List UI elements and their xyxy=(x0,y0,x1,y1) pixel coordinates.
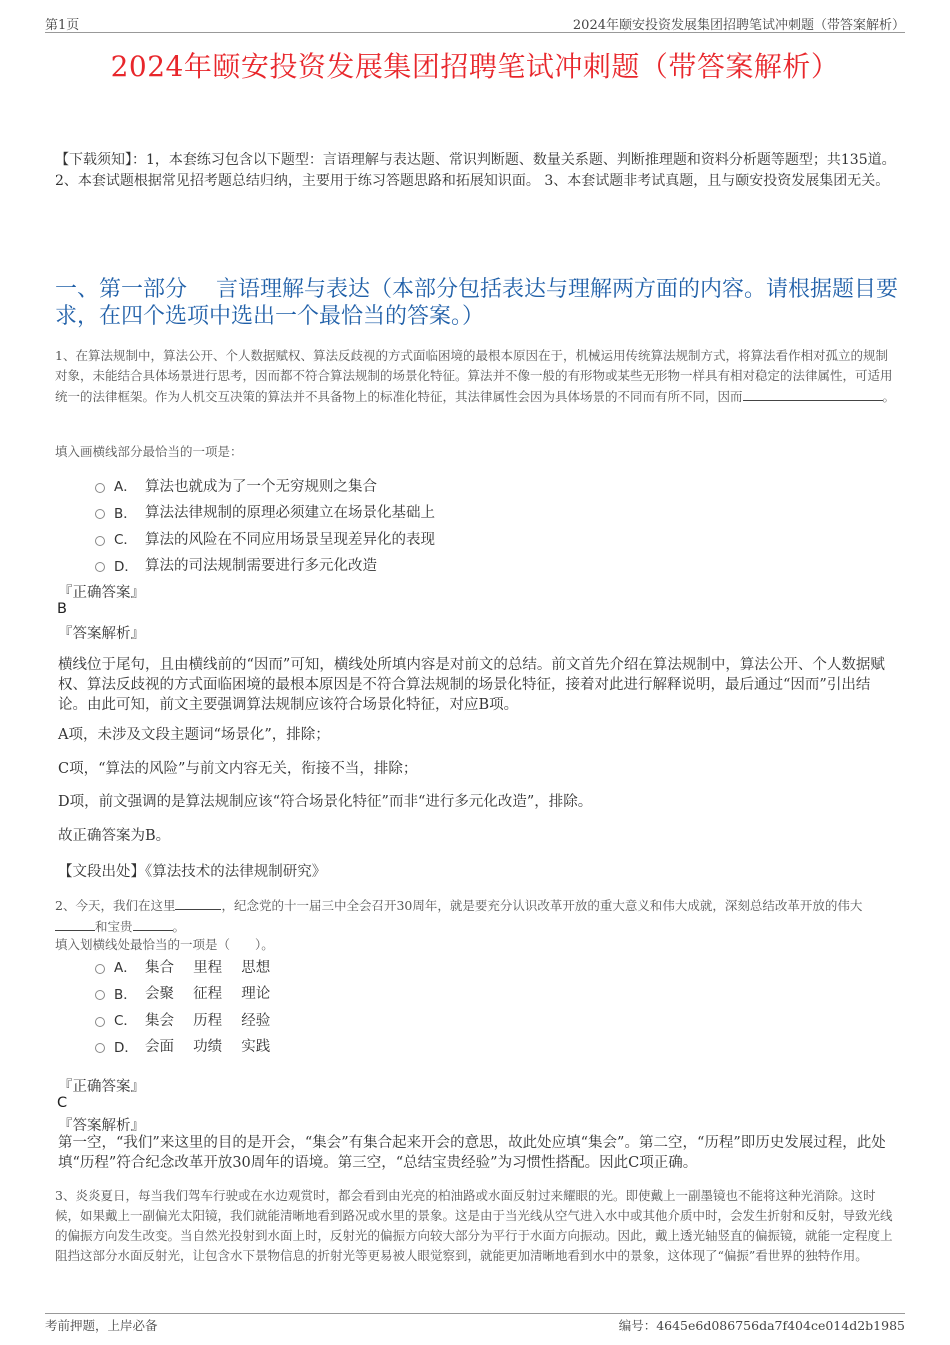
option-text: 算法也就成为了一个无穷规则之集合 xyxy=(145,478,377,495)
option-key: D． xyxy=(114,1039,138,1056)
option-text: 算法法律规制的原理必须建立在场景化基础上 xyxy=(145,505,435,522)
question-3-stem: 3、炎炎夏日，每当我们驾车行驶或在水边观赏时，都会看到由光亮的柏油路或水面反射过来耀眼的光。即使戴上一副墨镜也不能将这种光消除。这时候，如果戴上一副偏光太阳镜，我们就能清晰地看到路况或水里的景象。这是由于当光线从空气进入水中或其他介质中时，会发生折射和反射，导致光线的偏振方向发生改变。当自然光投射到水面上时，反射光的偏振方向较大部分为平行于水面方向振动。因此，戴上透光轴竖直的偏振镜，就能一定程度上阻挡这部分水面反射光，让包含水下景物信息的折射光等更易被人眼觉察到，就能更加清晰地看到水中的景象，这体现了“偏振”看世界的独特作用。 xyxy=(55,1188,893,1263)
option-text: 会面 功绩 实践 xyxy=(145,1039,271,1056)
option-key: A． xyxy=(114,960,137,977)
analysis-paragraph: A项，未涉及文段主题词“场景化”，排除； xyxy=(58,727,330,743)
analysis-paragraph: C项，“算法的风险”与前文内容无关，衔接不当，排除； xyxy=(58,761,418,777)
correct-answer-label: 『正确答案』 xyxy=(58,585,145,601)
option-d[interactable] xyxy=(95,552,435,579)
analysis-paragraph: 故正确答案为B。 xyxy=(58,828,171,844)
radio-icon[interactable] xyxy=(95,536,105,546)
option-text: 集会 历程 经验 xyxy=(145,1012,271,1029)
option-a[interactable] xyxy=(95,472,435,499)
option-key: C． xyxy=(114,532,137,549)
option-text: 集合 里程 思想 xyxy=(145,959,271,976)
download-notice: 【下载须知】：1，本套练习包含以下题型：言语理解与表达题、常识判断题、数量关系题、判断推理题和资料分析题等题型；共135道。 2、本套试题根据常见招考题总结归纳，主要用于练习答题思路和拓展知识面。 3、本套试题非考试真题，且与颐安投资发展集团无关。 xyxy=(55,152,896,189)
option-b[interactable] xyxy=(95,980,270,1007)
page-footer xyxy=(45,1313,905,1342)
page-header xyxy=(45,12,905,33)
radio-icon[interactable] xyxy=(95,483,105,493)
question-2-options xyxy=(95,953,270,1059)
question-2-text: ，纪念党的十一届三中全会召开30周年，就是要充分认识改革开放的重大意义和伟大成就，深刻总结改革开放的伟大 xyxy=(221,898,863,913)
page-title: 2024年颐安投资发展集团招聘笔试冲刺题（带答案解析） xyxy=(110,50,840,83)
option-key: B． xyxy=(114,505,137,522)
analysis-paragraph: 第一空，“我们”来这里的目的是开会，“集会”有集合起来开会的意思，故此处应填“集会”。第二空，“历程”即历史发展过程，此处填“历程”符合纪念改革开放30周年的语境。第三空，“总结宝贵经验”为习惯性搭配。因此C项正确。 xyxy=(58,1135,886,1171)
header-doc-title: 2024年颐安投资发展集团招聘笔试冲刺题（带答案解析） xyxy=(572,18,905,33)
radio-icon[interactable] xyxy=(95,562,105,572)
analysis-label: 『答案解析』 xyxy=(58,626,145,642)
option-a[interactable] xyxy=(95,953,270,980)
analysis-paragraph: 横线位于尾句，且由横线前的“因而”可知，横线处所填内容是对前文的总结。前文首先介绍在算法规制中，算法公开、个人数据赋权、算法反歧视的方式面临困境的最根本原因是不符合算法规制的场景化特征，接着对此进行解释说明，最后通过“因而”引出结论。由此可知，前文主要强调算法规制应该符合场景化特征，对应B项。 xyxy=(58,657,885,713)
analysis-paragraph: D项，前文强调的是算法规制应该“符合场景化特征”而非“进行多元化改造”，排除。 xyxy=(58,794,593,810)
radio-icon[interactable] xyxy=(95,509,105,519)
page-number: 第1页 xyxy=(45,18,80,33)
fill-blank xyxy=(55,916,95,931)
question-2-prompt: 填入划横线处最恰当的一项是（ ）。 xyxy=(55,937,274,952)
analysis-label: 『答案解析』 xyxy=(58,1118,145,1134)
question-1-text: 1、在算法规制中，算法公开、个人数据赋权、算法反歧视的方式面临困境的最根本原因在于，机械运用传统算法规制方式，将算法看作相对孤立的规制对象，未能结合具体场景进行思考，因而都不符合算法规制的场景化特征。算法并不像一般的有形物或某些无形物一样具有相对稳定的法律属性，可适用统一的法律框架。作为人机交互决策的算法并不具备物上的标准化特征，其法律属性会因为具体场景的不同而有所不同，因而 xyxy=(55,348,893,404)
footer-slogan: 考前押题，上岸必备 xyxy=(45,1318,158,1333)
option-c[interactable] xyxy=(95,525,435,552)
radio-icon[interactable] xyxy=(95,1017,105,1027)
option-c[interactable] xyxy=(95,1006,270,1033)
option-key: B． xyxy=(114,986,137,1003)
fill-blank xyxy=(175,895,221,910)
fill-blank xyxy=(743,386,883,401)
document-code: 编号：4645e6d086756da7f404ce014d2b1985 xyxy=(618,1318,905,1333)
radio-icon[interactable] xyxy=(95,990,105,1000)
option-text: 会聚 征程 理论 xyxy=(145,986,271,1003)
option-key: D． xyxy=(114,558,138,575)
question-2-text: 和宝贵 xyxy=(95,919,133,934)
question-1-stem xyxy=(55,346,897,407)
question-1-options xyxy=(95,472,435,578)
fill-blank xyxy=(133,916,173,931)
radio-icon[interactable] xyxy=(95,1043,105,1053)
option-d[interactable] xyxy=(95,1033,270,1060)
correct-answer: B xyxy=(57,601,67,617)
option-key: A． xyxy=(114,479,137,496)
option-text: 算法的司法规制需要进行多元化改造 xyxy=(145,558,377,575)
option-text: 算法的风险在不同应用场景呈现差异化的表现 xyxy=(145,531,435,548)
question-1-end: 。 xyxy=(882,389,896,404)
question-1-prompt: 填入画横线部分最恰当的一项是： xyxy=(55,444,243,459)
question-2-stem xyxy=(55,895,897,937)
correct-answer: C xyxy=(57,1095,68,1111)
source-reference: 【文段出处】《算法技术的法律规制研究》 xyxy=(58,864,327,880)
question-2-text: 2、今天，我们在这里 xyxy=(55,898,176,913)
section-title: 一、第一部分 言语理解与表达（本部分包括表达与理解两方面的内容。请根据题目要求，在四个选项中选出一个最恰当的答案。） xyxy=(55,277,898,329)
question-2-text: 。 xyxy=(172,919,186,934)
correct-answer-label: 『正确答案』 xyxy=(58,1079,145,1095)
radio-icon[interactable] xyxy=(95,964,105,974)
option-b[interactable] xyxy=(95,499,435,526)
option-key: C． xyxy=(114,1013,137,1030)
